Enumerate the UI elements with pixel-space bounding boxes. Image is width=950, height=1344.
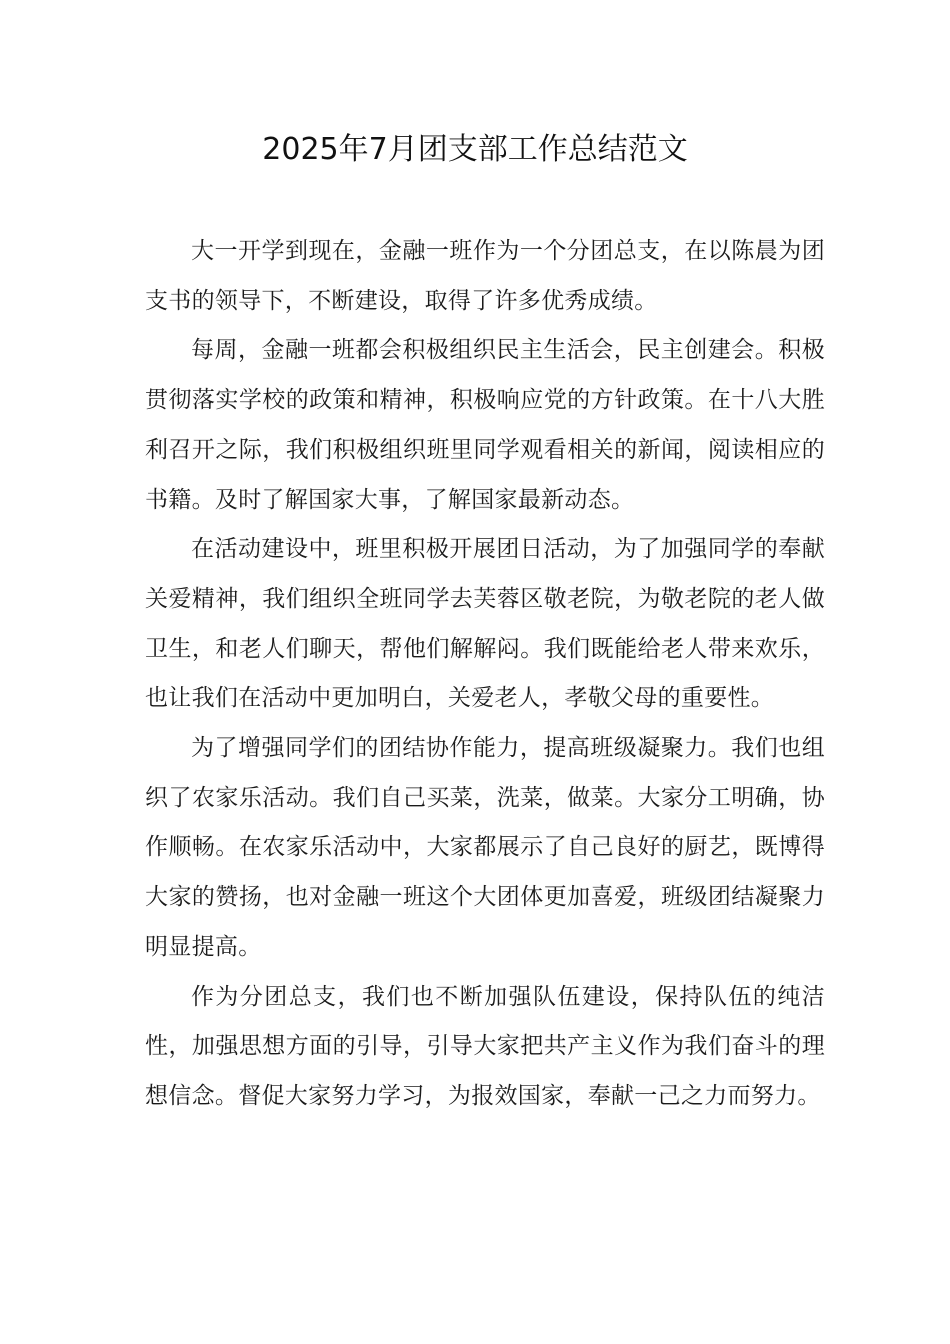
document-title: 2025年7月团支部工作总结范文 [262, 132, 688, 167]
paragraph: 在活动建设中，班里积极开展团日活动，为了加强同学的奉献关爱精神，我们组织全班同学去芙蓉区敬老院，为敬老院的老人做卫生，和老人们聊天，帮他们解解闷。我们既能给老人带来欢乐，也让我们在活动中更加明白，关爱老人，孝敬父母的重要性。 [145, 536, 825, 712]
document-body [145, 227, 825, 1122]
paragraph: 大一开学到现在，金融一班作为一个分团总支，在以陈晨为团支书的领导下，不断建设，取得了许多优秀成绩。 [145, 238, 825, 314]
paragraph: 每周，金融一班都会积极组织民主生活会，民主创建会。积极贯彻落实学校的政策和精神，积极响应党的方针政策。在十八大胜利召开之际，我们积极组织班里同学观看相关的新闻，阅读相应的书籍。及时了解国家大事，了解国家最新动态。 [145, 337, 825, 513]
paragraph: 为了增强同学们的团结协作能力，提高班级凝聚力。我们也组织了农家乐活动。我们自己买菜，洗菜，做菜。大家分工明确，协作顺畅。在农家乐活动中，大家都展示了自己良好的厨艺，既博得大家的赞扬，也对金融一班这个大团体更加喜爱，班级团结凝聚力明显提高。 [145, 735, 825, 960]
paragraph: 作为分团总支，我们也不断加强队伍建设，保持队伍的纯洁性，加强思想方面的引导，引导大家把共产主义作为我们奋斗的理想信念。督促大家努力学习，为报效国家，奉献一己之力而努力。 [145, 983, 825, 1109]
